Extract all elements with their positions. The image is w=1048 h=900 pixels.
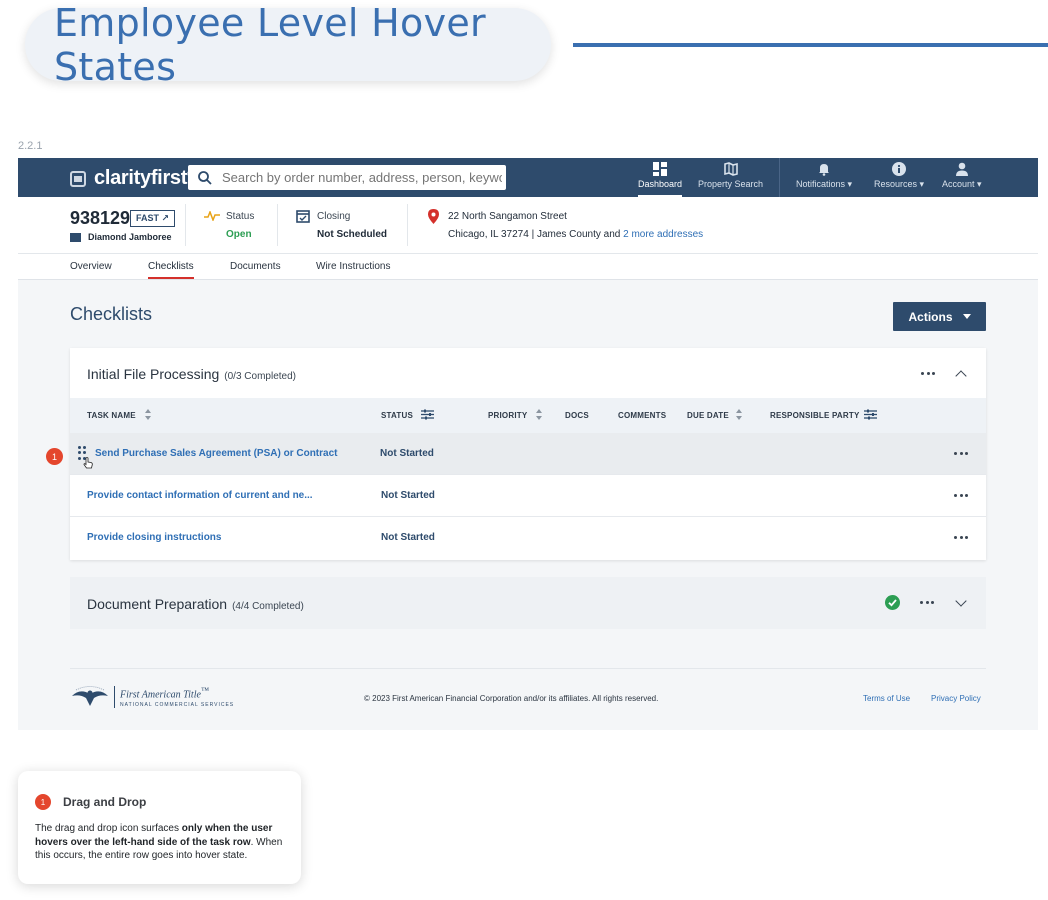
order-summary-bar — [18, 197, 1038, 254]
task-status: Not Started — [381, 532, 435, 543]
checklist-progress: (4/4 Completed) — [232, 601, 304, 612]
chevron-down-icon[interactable] — [955, 595, 966, 606]
more-addresses-link[interactable]: 2 more addresses — [623, 229, 704, 240]
col-docs: DOCS — [565, 411, 589, 420]
nav-resources-label: Resources ▾ — [874, 179, 925, 189]
copyright-text: © 2023 First American Financial Corporation and/or its affiliates. All rights reserved. — [364, 694, 659, 703]
table-header — [70, 398, 986, 433]
col-responsible-party: RESPONSIBLE PARTY — [770, 411, 860, 420]
actions-label: Actions — [908, 309, 953, 324]
dashboard-icon — [653, 162, 667, 176]
col-due-date: DUE DATE — [687, 411, 729, 420]
address-line-1: 22 North Sangamon Street — [448, 211, 567, 222]
closing-block — [296, 211, 387, 240]
address-block — [428, 211, 703, 240]
tab-bar — [18, 254, 1038, 280]
table-row[interactable] — [70, 475, 986, 517]
tab-checklists[interactable]: Checklists — [148, 261, 194, 272]
footer-brand-sub: NATIONAL COMMERCIAL SERVICES — [120, 702, 235, 709]
footer-brand-mark: ™ — [200, 685, 210, 695]
location-pin-icon — [428, 209, 439, 224]
nav-divider — [779, 158, 780, 197]
checklist-card-document-preparation — [70, 577, 986, 629]
checklist-title: Initial File Processing (0/3 Completed) — [87, 366, 296, 382]
version-label: 2.2.1 — [18, 140, 43, 152]
fast-badge[interactable]: FAST ↗ — [130, 210, 175, 227]
status-label: Status — [226, 211, 255, 222]
caret-down-icon — [963, 314, 971, 319]
nav-property-search-label: Property Search — [698, 179, 764, 189]
more-options-icon[interactable] — [921, 372, 935, 376]
nav-dashboard[interactable] — [638, 162, 682, 189]
filter-icon[interactable] — [864, 409, 877, 420]
annotation-title: Drag and Drop — [63, 795, 147, 809]
footer — [70, 668, 986, 730]
page-heading: Employee Level Hover States — [54, 0, 486, 89]
brand-icon — [70, 171, 86, 187]
chevron-up-icon[interactable] — [955, 370, 966, 381]
task-status: Not Started — [380, 448, 434, 459]
map-icon — [724, 162, 738, 176]
nav-property-search[interactable] — [698, 162, 763, 189]
nav-notifications-label: Notifications ▾ — [796, 179, 853, 189]
divider — [407, 204, 408, 246]
checklist-progress: (0/3 Completed) — [224, 371, 296, 382]
search-icon — [198, 171, 212, 185]
order-number: 938129 — [70, 208, 131, 228]
first-american-logo[interactable] — [70, 684, 234, 710]
annotation-body: The drag and drop icon surfaces only when the user hovers over the left-hand side of the task row. When this occurs, the entire row goes into hover state. — [35, 823, 283, 861]
nav-resources[interactable] — [874, 162, 924, 190]
divider — [185, 204, 186, 246]
task-link[interactable]: Provide closing instructions — [87, 532, 222, 543]
col-task-name: TASK NAME — [87, 411, 136, 420]
sort-icon[interactable] — [536, 409, 542, 420]
brand-logo[interactable] — [70, 167, 193, 190]
col-priority: PRIORITY — [488, 411, 528, 420]
nav-account-label: Account ▾ — [942, 179, 982, 189]
brand-name: clarityfirst — [94, 167, 188, 189]
sort-icon[interactable] — [145, 409, 151, 420]
privacy-link[interactable]: Privacy Policy — [931, 694, 981, 703]
checklist-card-initial-file-processing — [70, 348, 986, 560]
more-options-icon[interactable] — [920, 601, 934, 605]
row-more-icon[interactable] — [954, 452, 968, 456]
sort-icon[interactable] — [736, 409, 742, 420]
address-line-2: Chicago, IL 37274 | James County and 2 more addresses — [448, 229, 704, 240]
row-more-icon[interactable] — [954, 494, 968, 498]
external-link-icon: ↗ — [161, 213, 170, 223]
closing-value: Not Scheduled — [317, 229, 388, 240]
top-nav-bar — [18, 158, 1038, 197]
person-icon — [955, 162, 969, 176]
company-name: Diamond Jamboree — [70, 232, 172, 242]
building-icon — [70, 233, 81, 242]
actions-button[interactable] — [893, 302, 986, 331]
check-circle-icon — [885, 595, 900, 610]
table-row[interactable] — [70, 517, 986, 559]
footer-brand: First American Title — [120, 689, 201, 701]
filter-icon[interactable] — [421, 409, 434, 420]
info-icon — [892, 162, 906, 176]
tab-wire-instructions[interactable]: Wire Instructions — [316, 261, 391, 272]
annotation-note — [18, 771, 301, 884]
calendar-icon — [296, 209, 310, 223]
status-value: Open — [226, 229, 252, 240]
search-input[interactable] — [222, 170, 502, 185]
table-row[interactable] — [70, 433, 986, 475]
task-link[interactable]: Send Purchase Sales Agreement (PSA) or Contract — [95, 448, 338, 459]
divider — [277, 204, 278, 246]
nav-notifications[interactable] — [796, 162, 852, 190]
col-comments: COMMENTS — [618, 411, 667, 420]
hand-cursor-icon — [83, 457, 93, 469]
row-more-icon[interactable] — [954, 536, 968, 540]
search-box[interactable] — [188, 165, 506, 190]
nav-dashboard-label: Dashboard — [638, 179, 683, 189]
task-link[interactable]: Provide contact information of current and ne... — [87, 490, 313, 501]
tab-overview[interactable]: Overview — [70, 261, 112, 272]
status-block — [204, 211, 254, 240]
terms-link[interactable]: Terms of Use — [863, 694, 911, 703]
annotation-marker: 1 — [46, 448, 63, 465]
bell-icon — [817, 162, 831, 176]
checklist-title: Document Preparation (4/4 Completed) — [87, 596, 304, 612]
annotation-badge: 1 — [35, 794, 51, 810]
page-title: Checklists — [70, 304, 153, 324]
closing-label: Closing — [317, 211, 351, 222]
tab-documents[interactable]: Documents — [230, 261, 281, 272]
app-frame — [18, 158, 1038, 730]
col-status: STATUS — [381, 411, 414, 420]
eagle-icon — [70, 684, 110, 710]
nav-account[interactable] — [942, 162, 982, 190]
pulse-icon — [204, 211, 220, 221]
title-pill — [25, 0, 551, 89]
task-status: Not Started — [381, 490, 435, 501]
heading-rule — [573, 43, 1048, 47]
